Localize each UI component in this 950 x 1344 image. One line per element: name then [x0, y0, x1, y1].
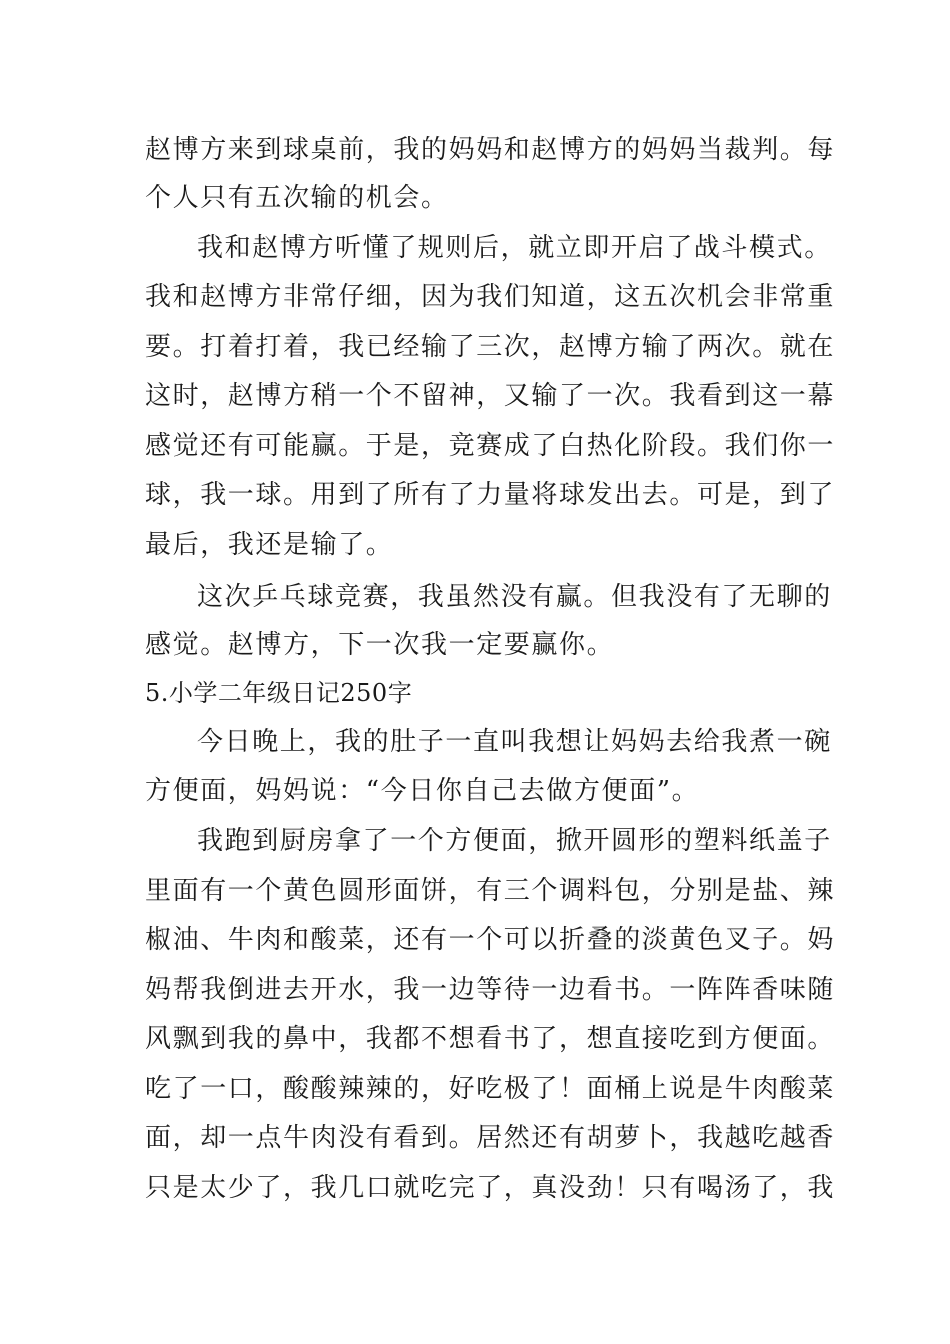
text-line: 感觉。赵博方，下一次我一定要赢你。	[145, 630, 615, 660]
text-line: 最后，我还是输了。	[145, 530, 394, 560]
paragraph-start: 我和赵博方听懂了规则后，就立即开启了战斗模式。	[197, 233, 832, 263]
text-line: 只是太少了，我几口就吃完了，真没劲！只有喝汤了，我	[145, 1173, 836, 1203]
text-line: 赵博方来到球桌前，我的妈妈和赵博方的妈妈当裁判。每	[145, 135, 836, 165]
paragraph-start: 今日晚上，我的肚子一直叫我想让妈妈去给我煮一碗	[197, 727, 832, 757]
text-line: 个人只有五次输的机会。	[145, 183, 449, 213]
paragraph-start: 这次乒乓球竞赛，我虽然没有赢。但我没有了无聊的	[197, 582, 832, 612]
section-heading: 5.小学二年级日记250字	[145, 679, 413, 707]
text-line: 里面有一个黄色圆形面饼，有三个调料包，分别是盐、辣	[145, 876, 836, 906]
text-line: 球，我一球。用到了所有了力量将球发出去。可是，到了	[145, 480, 836, 510]
text-line: 我和赵博方非常仔细，因为我们知道，这五次机会非常重	[145, 282, 836, 312]
text-line: 感觉还有可能赢。于是，竞赛成了白热化阶段。我们你一	[145, 431, 836, 461]
text-line: 要。打着打着，我已经输了三次，赵博方输了两次。就在	[145, 332, 836, 362]
text-line: 妈帮我倒进去开水，我一边等待一边看书。一阵阵香味随	[145, 975, 836, 1005]
text-line: 方便面，妈妈说：“今日你自己去做方便面”。	[145, 776, 700, 806]
paragraph-start: 我跑到厨房拿了一个方便面，掀开圆形的塑料纸盖子	[197, 826, 832, 856]
text-line: 风飘到我的鼻中，我都不想看书了，想直接吃到方便面。	[145, 1024, 836, 1054]
text-line: 这时，赵博方稍一个不留神，又输了一次。我看到这一幕	[145, 381, 836, 411]
text-line: 椒油、牛肉和酸菜，还有一个可以折叠的淡黄色叉子。妈	[145, 925, 836, 955]
text-line: 面，却一点牛肉没有看到。居然还有胡萝卜，我越吃越香	[145, 1123, 836, 1153]
text-line: 吃了一口，酸酸辣辣的，好吃极了！面桶上说是牛肉酸菜	[145, 1074, 836, 1104]
